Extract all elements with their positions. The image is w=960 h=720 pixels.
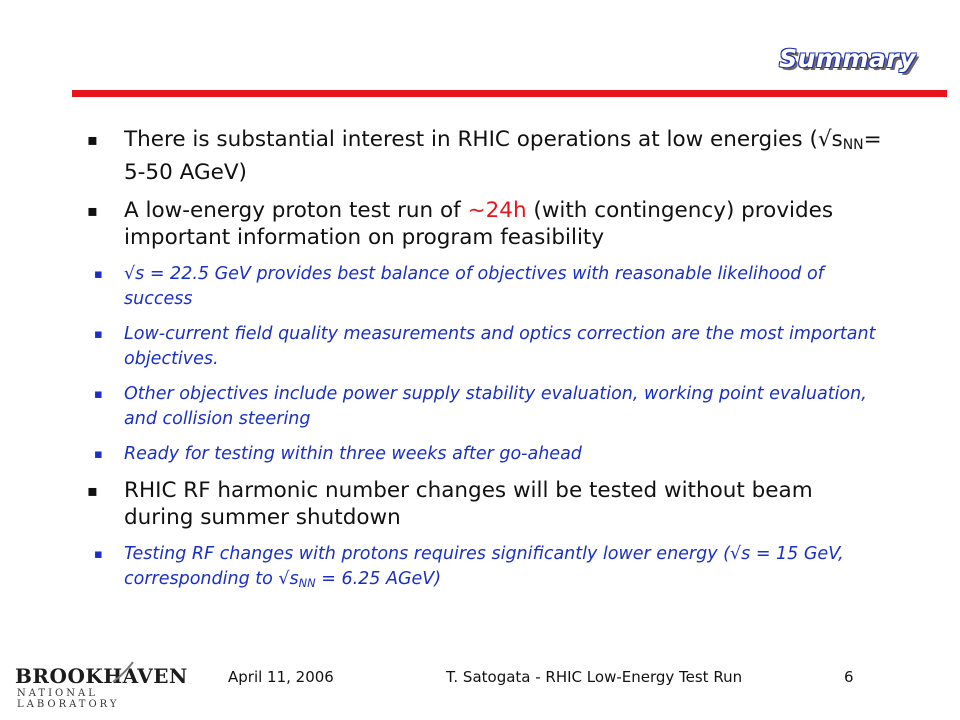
sub-bullet-item (38, 262, 882, 312)
bullet-text: (with contingency) provides important information on program feasibility (124, 198, 834, 250)
logo-subtext: NATIONAL LABORATORY (17, 688, 120, 710)
bullet-list (82, 126, 882, 606)
bullet-item (82, 477, 882, 531)
highlight-text: ~24h (467, 198, 527, 223)
square-bullet-icon: ▪ (94, 327, 103, 342)
footer (0, 660, 960, 710)
square-bullet-icon: ▪ (94, 547, 103, 562)
bullet-text: Other objectives include power supply stability evaluation, working point evaluation, and collision steering (124, 384, 867, 429)
title-divider (72, 90, 947, 97)
bullet-text: Ready for testing within three weeks after go-ahead (124, 444, 582, 464)
square-bullet-icon: ▪ (94, 267, 103, 282)
bullet-text: Testing RF changes with protons requires significantly lower energy ( (124, 544, 730, 564)
bullet-text: = 6.25 AGeV) (315, 569, 442, 589)
bullet-item (82, 197, 882, 251)
sub-bullet-item (38, 322, 882, 372)
page-number: 6 (844, 668, 854, 686)
bullet-text: √s (278, 569, 299, 589)
footer-date: April 11, 2006 (228, 668, 334, 686)
square-bullet-icon: ▪ (87, 481, 98, 500)
sub-bullet-item (38, 382, 882, 432)
bullet-text: RHIC RF harmonic number changes will be tested without beam during summer shutdown (124, 478, 813, 530)
bullet-text: There is substantial interest in RHIC operations at low energies ( (124, 127, 818, 152)
logo-wordmark: BROOKHAVEN (15, 664, 188, 688)
bullet-text: = 5-50 AGeV) (124, 127, 882, 185)
subscript-text: NN (842, 137, 864, 153)
square-bullet-icon: ▪ (87, 130, 98, 149)
square-bullet-icon: ▪ (94, 387, 103, 402)
bullet-text: A low-energy proton test run of (124, 198, 468, 223)
logo-swoosh-icon (15, 660, 190, 690)
bullet-item (82, 126, 882, 186)
brookhaven-logo (15, 660, 190, 710)
bullet-text: √s = 22.5 GeV provides best balance of objectives with reasonable likelihood of success (124, 264, 824, 309)
bullet-text: Low-current field quality measurements and optics correction are the most important objectives. (124, 324, 876, 369)
bullet-text: √s (817, 127, 843, 152)
square-bullet-icon: ▪ (87, 201, 98, 220)
sub-bullet-item (38, 542, 882, 596)
slide-title: Summary (779, 44, 916, 73)
bullet-text: √s = 15 GeV, corresponding to (124, 544, 844, 589)
footer-talk-title: T. Satogata - RHIC Low-Energy Test Run (446, 668, 743, 686)
sub-bullet-item (38, 442, 882, 467)
subscript-text: NN (298, 576, 316, 590)
square-bullet-icon: ▪ (94, 447, 103, 462)
